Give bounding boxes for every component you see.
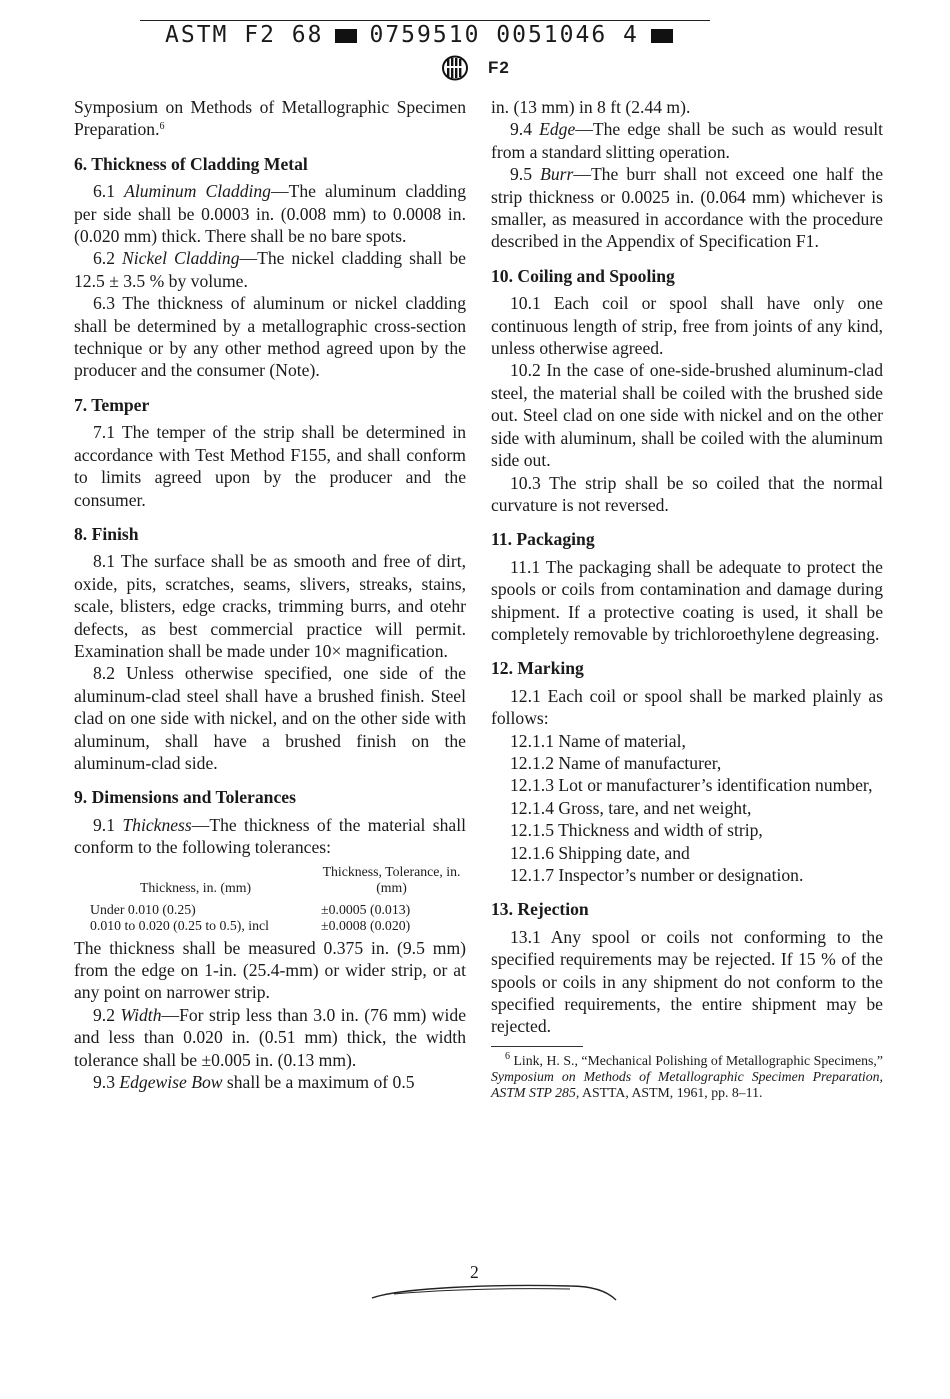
section-10-heading: 10. Coiling and Spooling — [491, 265, 675, 286]
para-9-4: 9.4 Edge—The edge shall be such as would result from a standard slitting operation. — [491, 119, 884, 162]
continuation-paragraph: Symposium on Methods of Metallographic Specimen Preparation.$^6$ — [74, 97, 466, 140]
table-header-thickness: Thickness, in. (mm) — [139, 879, 252, 895]
astm-logo-icon — [441, 55, 469, 81]
header-rule — [140, 20, 710, 21]
section-8-heading: 8. Finish — [74, 523, 139, 544]
table-cell-tolerance: ±0.0008 (0.020) — [321, 917, 411, 933]
list-item: 12.1.5 Thickness and width of strip, — [510, 820, 763, 841]
table-header-tolerance: Thickness, Tolerance, in. (mm) — [322, 863, 461, 895]
table-cell-range: 0.010 to 0.020 (0.25 to 0.5), incl — [90, 917, 269, 933]
footnote-ref: 6 — [159, 121, 165, 133]
para-9-2: 9.2 Width—For strip less than 3.0 in. (76 mm) wide and less than 0.020 in. (0.51 mm) thick, the width tolerance shall be ±0.005 in. (0.13 mm). — [74, 1004, 466, 1070]
table-row — [74, 902, 466, 918]
barcode-block-mark — [651, 29, 673, 43]
standard-code: F2 — [488, 58, 510, 77]
list-item: 12.1.6 Shipping date, and — [510, 842, 690, 863]
para-9-3-continued: in. (13 mm) in 8 ft (2.44 m). — [491, 97, 691, 117]
para-6-1: 6.1 Aluminum Cladding—The aluminum cladding per side shall be 0.0003 in. (0.008 mm) to 0.0008 in. (0.020 mm) thick. There shall be no bare spots. — [74, 181, 467, 247]
list-item: 12.1.4 Gross, tare, and net weight, — [510, 797, 752, 818]
section-9-heading: 9. Dimensions and Tolerances — [74, 787, 296, 808]
barcode-line — [165, 22, 685, 48]
table-row — [74, 918, 466, 934]
para-12-1: 12.1 Each coil or spool shall be marked plainly as follows: — [491, 685, 883, 729]
list-item: 12.1.3 Lot or manufacturer’s identification number, — [510, 775, 873, 796]
list-item: 12.1.1 Name of material, — [510, 730, 686, 751]
list-item: 12.1.2 Name of manufacturer, — [510, 752, 722, 773]
page-number: 2 — [470, 1262, 479, 1282]
right-column — [491, 96, 883, 1101]
footnote-6: $^6$ Link, H. S., “Mechanical Polishing of Metallographic Specimens,” Symposium on Methods of Metallographic Specimen Preparation, ASTM STP 285, ASTTA, ASTM, 1961, pp. 8–11. — [491, 1050, 883, 1100]
para-8-1: 8.1 The surface shall be as smooth and free of dirt, oxide, pits, scratches, seams, slivers, streaks, stains, scale, blisters, edge cracks, trimming burrs, and otehr defects, as best commercial practice will permit. Examination shall be made under 10× magnification. — [74, 551, 466, 661]
para-10-2: 10.2 In the case of one-side-brushed aluminum-clad steel, the material shall be coiled with the brushed side out. Steel clad on one side with nickel and on the other side with aluminum, shall be coiled with the aluminum side out. — [491, 360, 883, 471]
section-7-heading: 7. Temper — [74, 394, 150, 415]
footnote-rule — [491, 1046, 583, 1047]
section-11-heading: 11. Packaging — [491, 529, 595, 550]
section-12-heading: 12. Marking — [491, 658, 584, 679]
barcode-block-mark — [335, 29, 357, 43]
para-10-3: 10.3 The strip shall be so coiled that the normal curvature is not reversed. — [491, 472, 883, 515]
para-13-1: 13.1 Any spool or coils not conforming to the specified requirements may be rejected. If 15 % of the spools or coils in any shipment do not conform to the specified requirements, the entire shipment may be rejected. — [491, 926, 883, 1037]
barcode-left-text: ASTM F2 68 — [165, 22, 324, 48]
para-9-3: 9.3 Edgewise Bow shall be a maximum of 0.5 — [93, 1072, 415, 1093]
para-9-1: 9.1 Thickness—The thickness of the material shall conform to the following tolerances: — [74, 814, 466, 858]
footer-curve-mark — [370, 1280, 620, 1302]
para-10-1: 10.1 Each coil or spool shall have only one continuous length of strip, free from joints of any kind, unless otherwise agreed. — [491, 293, 883, 359]
list-item: 12.1.7 Inspector’s number or designation. — [510, 865, 804, 885]
para-7-1: 7.1 The temper of the strip shall be determined in accordance with Test Method F155, and shall conform to limits agreed upon by the producer and the consumer. — [74, 422, 466, 510]
section-13-heading: 13. Rejection — [491, 899, 589, 920]
table-cell-tolerance: ±0.0005 (0.013) — [321, 901, 411, 917]
para-11-1: 11.1 The packaging shall be adequate to protect the spools or coils from contamination and damage during shipment. If a protective coating is used, it shall be completely removable by trichloroethylene degreasing. — [491, 556, 883, 644]
para-6-2: 6.2 Nickel Cladding—The nickel cladding shall be 12.5 ± 3.5 % by volume. — [74, 248, 466, 291]
thickness-tolerance-table — [74, 864, 466, 934]
para-6-3: 6.3 The thickness of aluminum or nickel cladding shall be determined by a metallographic cross-section technique or by any other method agreed upon by the producer and the consumer (Note). — [74, 293, 466, 381]
para-9-5: 9.5 Burr—The burr shall not exceed one half the strip thickness or 0.0025 in. (0.064 mm) whichever is smaller, as measured in accordance with the procedure described in the Appendix of Specification F1. — [491, 164, 884, 252]
barcode-mid-text: 0759510 0051046 4 — [369, 22, 639, 48]
left-column — [74, 96, 466, 1093]
table-cell-range: Under 0.010 (0.25) — [90, 901, 196, 917]
section-6-heading: 6. Thickness of Cladding Metal — [74, 153, 308, 174]
para-9-1-after-table: The thickness shall be measured 0.375 in. (9.5 mm) from the edge on 1-in. (25.4-mm) or wider strip, or at any point on narrower strip. — [74, 937, 466, 1003]
para-8-2: 8.2 Unless otherwise specified, one side of the aluminum-clad steel shall have a brushed finish. Steel clad on one side with nickel, and on the other side with aluminum, shall have a brushed finish on the aluminum-clad side. — [74, 663, 466, 773]
